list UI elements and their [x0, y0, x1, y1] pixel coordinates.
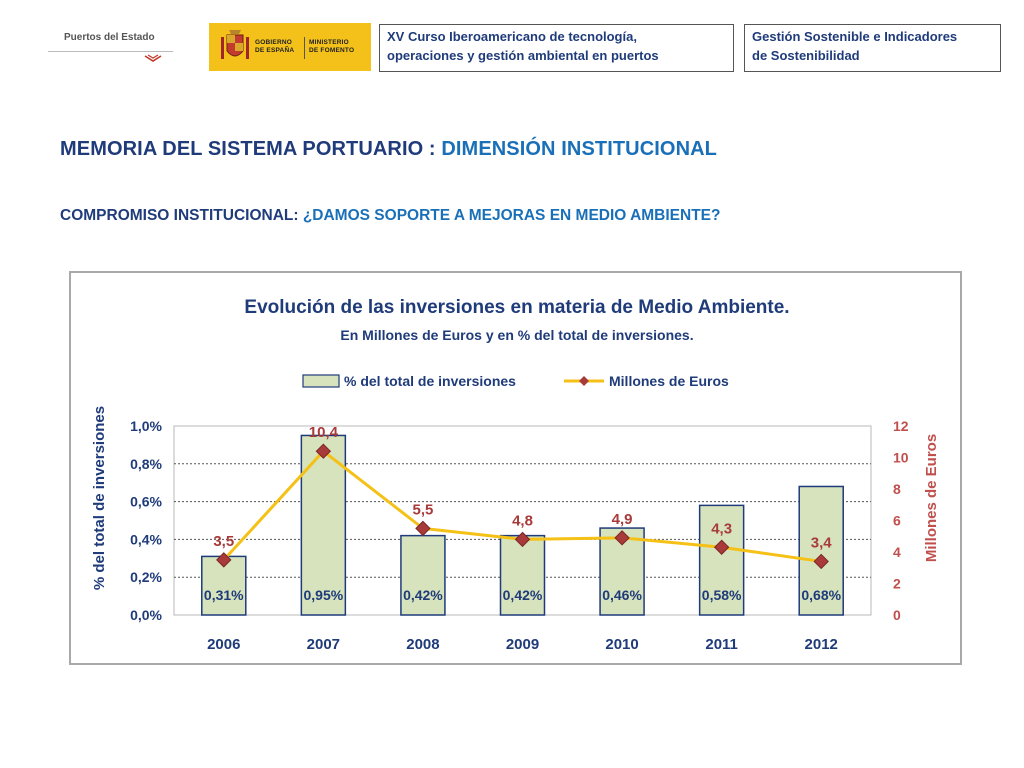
line-value-label: 10,4 [308, 424, 338, 442]
bar [501, 536, 545, 615]
y-tick-label: 0,6% [130, 493, 162, 510]
topic-line-1: Gestión Sostenible e Indicadores [752, 29, 958, 44]
chart-legend [303, 373, 729, 389]
x-tick-label: 2011 [705, 636, 738, 653]
bar-value-label: 0,58% [701, 587, 742, 603]
logo-separator [304, 37, 305, 59]
line-value-label: 4,3 [711, 520, 733, 538]
chart-subtitle: En Millones de Euros y en % del total de inversiones. [340, 327, 694, 343]
line-value-label: 4,8 [512, 512, 533, 530]
gobierno-espana-logo [209, 23, 371, 71]
legend-line-label: Millones de Euros [609, 373, 729, 389]
y-tick-label: 1,0% [130, 418, 162, 434]
page-subtitle-main: COMPROMISO INSTITUCIONAL: [60, 207, 303, 224]
y-tick-label: 0,4% [130, 531, 162, 548]
y2-axis-title: Millones de Euros [923, 433, 940, 563]
x-tick-label: 2008 [406, 636, 440, 653]
puertos-mark-icon [144, 54, 162, 64]
page-title-accent: DIMENSIÓN INSTITUCIONAL [441, 138, 717, 160]
bar-value-label: 0,31% [203, 587, 244, 603]
bar-value-label: 0,46% [602, 587, 642, 603]
x-tick-label: 2009 [505, 636, 540, 653]
y2-tick-label: 12 [893, 418, 909, 434]
coat-of-arms-icon [219, 29, 251, 65]
page-title-main: MEMORIA DEL SISTEMA PORTUARIO : [60, 138, 442, 160]
y-tick-label: 0,0% [130, 607, 162, 623]
page-subtitle-accent: ¿DAMOS SOPORTE A MEJORAS EN MEDIO AMBIENTE? [302, 207, 721, 224]
course-title-box [379, 24, 734, 72]
ministerio-text: MINISTERIO DE FOMENTO [309, 39, 355, 54]
y-tick-label: 0,2% [130, 569, 162, 586]
bar-value-label: 0,42% [403, 587, 443, 603]
investment-chart [71, 273, 960, 663]
course-line-1: XV Curso Iberoamericano de tecnología, [387, 29, 637, 44]
chart-title: Evolución de las inversiones en materia de Medio Ambiente. [244, 297, 790, 318]
y2-tick-label: 0 [893, 607, 901, 623]
plot-area [130, 418, 909, 653]
x-tick-label: 2006 [207, 636, 241, 653]
topic-line-2: de Sostenibilidad [752, 48, 860, 63]
bar [401, 536, 445, 615]
logo-divider [48, 51, 173, 52]
x-tick-label: 2007 [306, 636, 341, 653]
course-line-2: operaciones y gestión ambiental en puertos [387, 48, 659, 63]
puertos-logo-text: Puertos del Estado [64, 32, 155, 43]
gobierno-text: GOBIERNO DE ESPAÑA [255, 39, 295, 54]
legend-bar-swatch [303, 375, 339, 387]
y2-tick-label: 2 [893, 575, 901, 592]
legend-bar-label: % del total de inversiones [344, 373, 516, 389]
puertos-del-estado-logo [48, 30, 173, 66]
x-tick-label: 2010 [605, 636, 639, 653]
line-value-label: 4,9 [611, 510, 633, 528]
line-value-label: 3,5 [213, 532, 235, 550]
y2-tick-label: 10 [893, 449, 909, 466]
page-title [60, 138, 717, 161]
bar-value-label: 0,42% [502, 587, 543, 603]
x-tick-label: 2012 [804, 636, 838, 653]
bar-value-label: 0,68% [801, 587, 842, 603]
line-value-label: 5,5 [412, 501, 434, 519]
page-subtitle [60, 207, 721, 225]
y2-tick-label: 6 [893, 512, 901, 529]
y2-tick-label: 8 [893, 481, 901, 497]
chart-frame [69, 271, 962, 665]
legend-marker-icon [579, 376, 589, 386]
y2-tick-label: 4 [893, 544, 901, 560]
topic-title-box [744, 24, 1001, 72]
y-axis-title: % del total de inversiones [91, 405, 108, 591]
line-value-label: 3,4 [810, 534, 832, 552]
bar-value-label: 0,95% [303, 587, 344, 603]
y-tick-label: 0,8% [130, 455, 162, 472]
